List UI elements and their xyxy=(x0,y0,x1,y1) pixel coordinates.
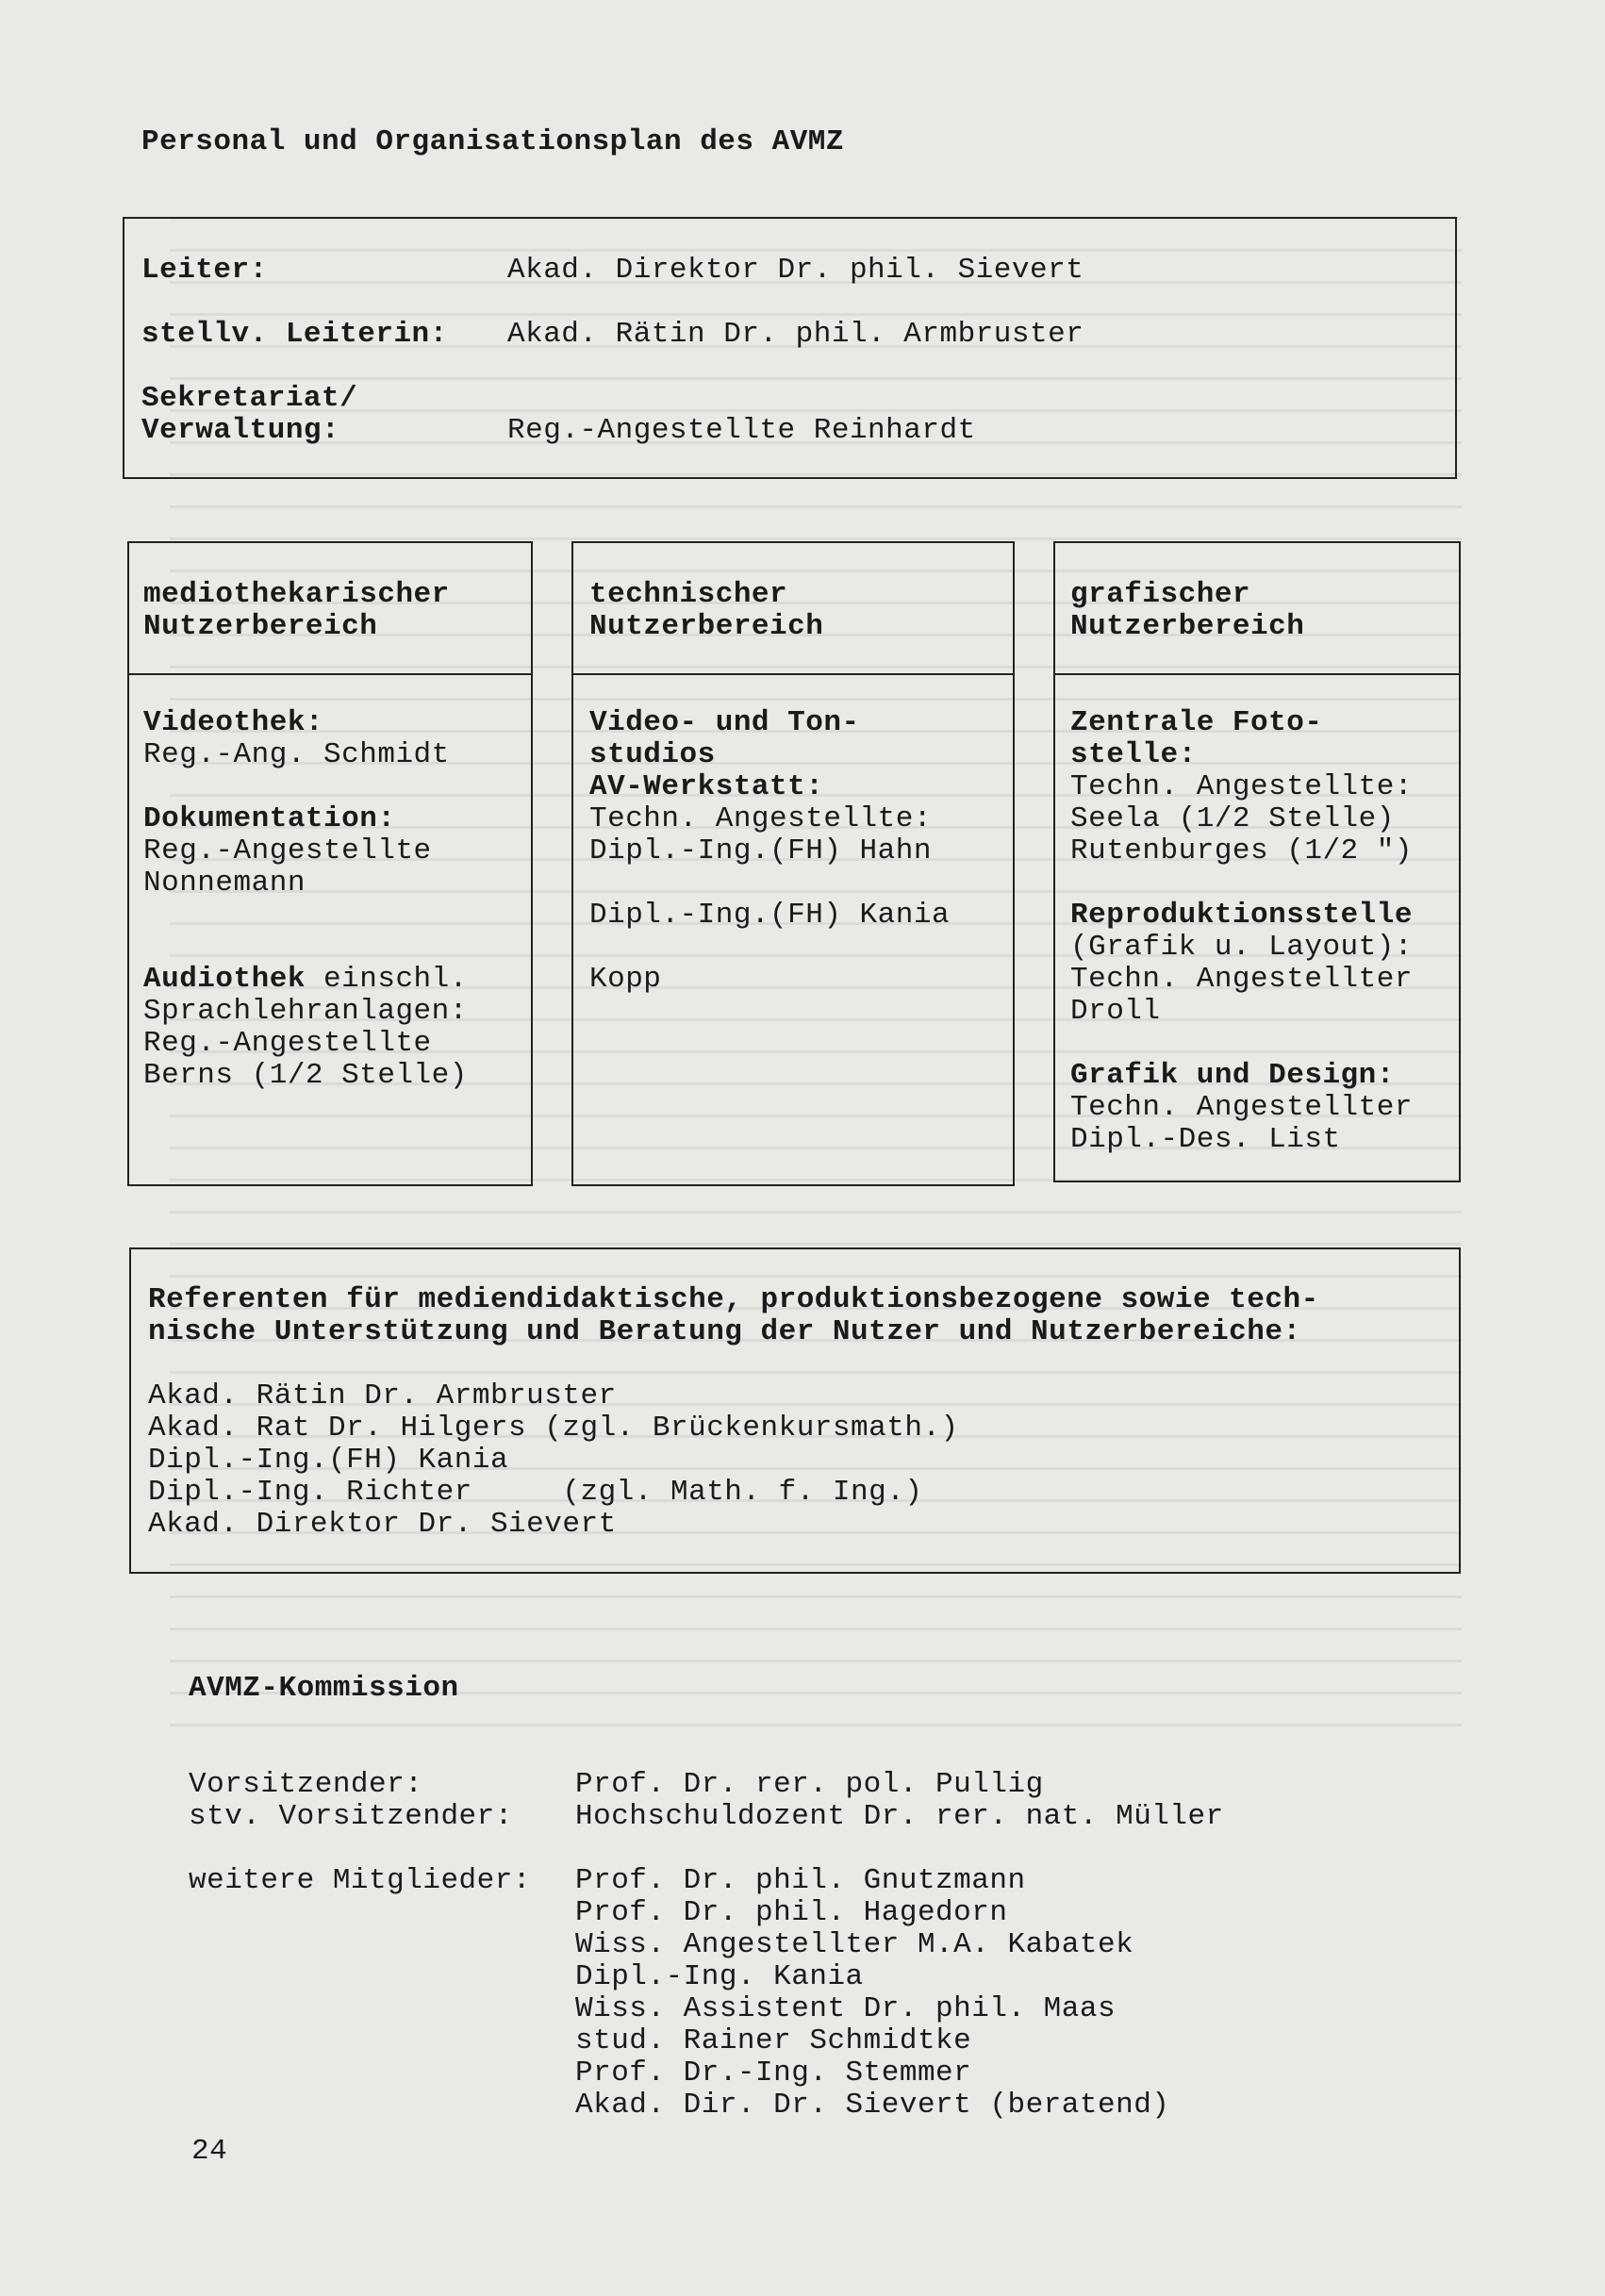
stellv-value: Akad. Rätin Dr. phil. Armbruster xyxy=(507,318,1084,351)
technik-line-4: Kopp xyxy=(589,963,662,996)
kommission-heading: AVMZ-Kommission xyxy=(189,1672,459,1705)
werkstatt-label: AV-Werkstatt: xyxy=(589,770,824,803)
member-item: Wiss. Assistent Dr. phil. Maas xyxy=(575,1992,1117,2025)
foto-line-5: Rutenburges (1/2 ") xyxy=(1070,834,1413,867)
referent-item: Dipl.-Ing. Richter (zgl. Math. f. Ing.) xyxy=(148,1476,923,1509)
referent-item: Akad. Rat Dr. Hilgers (zgl. Brückenkursmath.) xyxy=(148,1412,959,1445)
sekretariat-label-1: Sekretariat/ xyxy=(141,382,358,415)
audiothek-line-2: Sprachlehranlagen: xyxy=(143,995,468,1028)
studios-line-1: Video- und Ton- xyxy=(589,706,860,739)
member-item: Prof. Dr. phil. Hagedorn xyxy=(575,1896,1008,1929)
audiothek-line-4: Berns (1/2 Stelle) xyxy=(143,1059,468,1092)
mediothek-header-2: Nutzerbereich xyxy=(143,610,378,643)
audiothek-label: Audiothek xyxy=(143,963,306,996)
sekretariat-label-2: Verwaltung: xyxy=(141,414,340,447)
grafik-divider xyxy=(1053,673,1461,675)
dokumentation-label: Dokumentation: xyxy=(143,802,396,835)
design-line-2: Techn. Angestellter xyxy=(1070,1091,1413,1124)
member-item: stud. Rainer Schmidtke xyxy=(575,2024,972,2057)
technik-line-1: Techn. Angestellte: xyxy=(589,802,932,835)
member-item: Prof. Dr. phil. Gnutzmann xyxy=(575,1864,1026,1897)
foto-line-2: stelle: xyxy=(1070,738,1197,771)
page-title: Personal und Organisationsplan des AVMZ xyxy=(141,125,845,158)
foto-line-3: Techn. Angestellte: xyxy=(1070,770,1413,803)
member-item: Prof. Dr.-Ing. Stemmer xyxy=(575,2056,972,2090)
sekretariat-value: Reg.-Angestellte Reinhardt xyxy=(507,414,976,447)
foto-line-4: Seela (1/2 Stelle) xyxy=(1070,802,1395,835)
leiter-value: Akad. Direktor Dr. phil. Sievert xyxy=(507,254,1084,287)
stv-label: stv. Vorsitzender: xyxy=(189,1800,513,1833)
technik-divider xyxy=(571,673,1015,675)
grafik-header-2: Nutzerbereich xyxy=(1070,610,1305,643)
repro-line-3: Techn. Angestellter xyxy=(1070,963,1413,996)
referent-item: Akad. Direktor Dr. Sievert xyxy=(148,1508,617,1541)
referent-item: Akad. Rätin Dr. Armbruster xyxy=(148,1379,617,1412)
members-label: weitere Mitglieder: xyxy=(189,1864,531,1897)
audiothek-line-3: Reg.-Angestellte xyxy=(143,1027,432,1060)
videothek-label: Videothek: xyxy=(143,706,324,739)
design-line-3: Dipl.-Des. List xyxy=(1070,1123,1341,1156)
referenten-heading-1: Referenten für mediendidaktische, produktionsbezogene sowie tech- xyxy=(148,1283,1319,1316)
member-item: Dipl.-Ing. Kania xyxy=(575,1960,864,1993)
page-number: 24 xyxy=(191,2135,228,2168)
repro-line-2: (Grafik u. Layout): xyxy=(1070,931,1413,964)
vorsitz-value: Prof. Dr. rer. pol. Pullig xyxy=(575,1768,1044,1801)
member-item: Wiss. Angestellter M.A. Kabatek xyxy=(575,1928,1134,1961)
design-line-1: Grafik und Design: xyxy=(1070,1059,1395,1092)
studios-line-2: studios xyxy=(589,738,716,771)
technik-line-2: Dipl.-Ing.(FH) Hahn xyxy=(589,834,932,867)
foto-line-1: Zentrale Foto- xyxy=(1070,706,1323,739)
mediothek-header-1: mediothekarischer xyxy=(143,578,450,611)
mediothek-divider xyxy=(127,673,533,675)
stellv-label: stellv. Leiterin: xyxy=(141,318,448,351)
dokumentation-value-1: Reg.-Angestellte xyxy=(143,834,432,867)
repro-line-1: Reproduktionsstelle xyxy=(1070,899,1413,932)
referenten-heading-2: nische Unterstützung und Beratung der Nutzer und Nutzerbereiche: xyxy=(148,1315,1301,1348)
audiothek-line-1 xyxy=(143,964,468,996)
technik-header-1: technischer xyxy=(589,578,788,611)
referent-item: Dipl.-Ing.(FH) Kania xyxy=(148,1444,509,1477)
leiter-label: Leiter: xyxy=(141,254,268,287)
member-item: Akad. Dir. Dr. Sievert (beratend) xyxy=(575,2089,1170,2122)
stv-value: Hochschuldozent Dr. rer. nat. Müller xyxy=(575,1800,1224,1833)
videothek-value: Reg.-Ang. Schmidt xyxy=(143,738,450,771)
audiothek-label-rest: einschl. xyxy=(305,963,468,996)
dokumentation-value-2: Nonnemann xyxy=(143,867,306,900)
technik-line-3: Dipl.-Ing.(FH) Kania xyxy=(589,899,951,932)
repro-line-4: Droll xyxy=(1070,995,1161,1028)
vorsitz-label: Vorsitzender: xyxy=(189,1768,423,1801)
grafik-header-1: grafischer xyxy=(1070,578,1251,611)
technik-header-2: Nutzerbereich xyxy=(589,610,824,643)
